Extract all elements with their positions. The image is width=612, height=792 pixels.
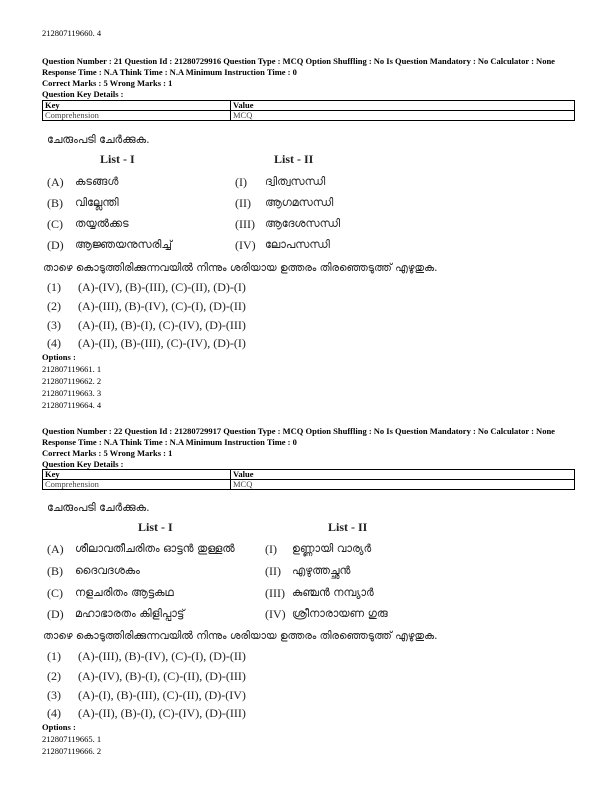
- list-1-key: (A): [47, 542, 64, 556]
- choice-number: (2): [47, 669, 61, 683]
- list-1-key: (C): [47, 586, 63, 600]
- cell-value: MCQ: [231, 480, 575, 490]
- header-value: Value: [231, 101, 575, 111]
- question-marks: Correct Marks : 5 Wrong Marks : 1: [42, 78, 173, 88]
- list-2-key: (II): [235, 196, 251, 210]
- previous-option-id: 212807119660. 4: [42, 28, 102, 38]
- header-key: Key: [43, 470, 231, 480]
- choice-number: (3): [47, 318, 61, 332]
- choice-text: (A)-(II), (B)-(I), (C)-(IV), (D)-(III): [78, 318, 246, 332]
- choice-text: (A)-(III), (B)-(IV), (C)-(I), (D)-(II): [78, 299, 246, 313]
- option-id: 212807119666. 2: [42, 746, 102, 756]
- choice-text: (A)-(IV), (B)-(I), (C)-(II), (D)-(III): [78, 669, 246, 683]
- list-2-item: എഴുത്തച്ഛൻ: [292, 564, 351, 577]
- choice-text: (A)-(IV), (B)-(III), (C)-(II), (D)-(I): [78, 280, 246, 294]
- choice-text: (A)-(I), (B)-(III), (C)-(II), (D)-(IV): [78, 688, 246, 702]
- options-label: Options :: [42, 722, 76, 732]
- list-2-item: ഉണ്ണായി വാര്യർ: [292, 542, 372, 555]
- question-meta: Question Number : 21 Question Id : 21280729916 Question Type : MCQ Option Shuffling : No Is Question Mandatory : No Calculator : None: [42, 56, 555, 66]
- list-2-key: (I): [265, 542, 277, 556]
- key-details-label: Question Key Details :: [42, 89, 124, 99]
- list-2-item: ദ്വിത്വസന്ധി: [265, 175, 326, 188]
- list-2-key: (IV): [235, 238, 256, 252]
- choice-number: (4): [47, 706, 61, 720]
- choice-text: (A)-(II), (B)-(III), (C)-(IV), (D)-(I): [78, 336, 246, 350]
- option-id: 212807119663. 3: [42, 388, 102, 398]
- list-2-title: List - II: [328, 520, 368, 534]
- list-1-key: (B): [47, 196, 63, 210]
- list-2-item: ലോപസന്ധി: [265, 238, 330, 251]
- list-2-key: (II): [265, 564, 281, 578]
- options-label: Options :: [42, 352, 76, 362]
- table-row: [43, 480, 575, 490]
- header-key: Key: [43, 101, 231, 111]
- question-timing: Response Time : N.A Think Time : N.A Minimum Instruction Time : 0: [42, 67, 297, 77]
- key-details-table: [42, 469, 575, 490]
- question-marks: Correct Marks : 5 Wrong Marks : 1: [42, 448, 173, 458]
- option-id: 212807119662. 2: [42, 376, 102, 386]
- list-1-item: ദൈവദശകം: [75, 564, 140, 577]
- list-1-title: List - I: [100, 152, 135, 166]
- key-details-label: Question Key Details :: [42, 459, 124, 469]
- list-2-item: കുഞ്ചൻ നമ്പ്യാർ: [292, 586, 374, 599]
- list-2-key: (III): [265, 586, 285, 600]
- list-1-key: (A): [47, 175, 64, 189]
- choice-number: (4): [47, 336, 61, 350]
- question-prompt: ചേരുംപടി ചേർക്കുക.: [47, 501, 150, 514]
- option-id: 212807119665. 1: [42, 734, 102, 744]
- list-1-key: (D): [47, 238, 64, 252]
- list-2-title: List - II: [274, 152, 314, 166]
- cell-key: Comprehension: [43, 480, 231, 490]
- table-header-row: [43, 101, 575, 111]
- option-id: 212807119664. 4: [42, 400, 102, 410]
- list-1-item: ആജ്ഞയനുസരിച്ച്: [75, 238, 172, 251]
- choice-text: (A)-(II), (B)-(I), (C)-(IV), (D)-(III): [78, 706, 246, 720]
- list-2-item: ആഗമസന്ധി: [265, 196, 334, 209]
- list-1-item: കടങ്ങൾ: [75, 175, 119, 188]
- key-details-table: [42, 100, 575, 121]
- list-1-item: ശീലാവതീചരിതം ഓട്ടൻ തുള്ളൽ: [75, 542, 235, 555]
- list-2-key: (IV): [265, 607, 286, 621]
- choice-number: (1): [47, 280, 61, 294]
- list-1-title: List - I: [138, 520, 173, 534]
- list-1-key: (D): [47, 607, 64, 621]
- list-1-item: തയ്യൽക്കട: [75, 217, 129, 230]
- choice-number: (1): [47, 649, 61, 663]
- list-2-item: ആദേശസന്ധി: [265, 217, 341, 230]
- question-timing: Response Time : N.A Think Time : N.A Minimum Instruction Time : 0: [42, 437, 297, 447]
- cell-value: MCQ: [231, 111, 575, 121]
- cell-key: Comprehension: [43, 111, 231, 121]
- choice-number: (2): [47, 299, 61, 313]
- list-1-item: നളചരിതം ആട്ടകഥ: [75, 586, 174, 599]
- table-row: [43, 111, 575, 121]
- list-1-key: (B): [47, 564, 63, 578]
- list-1-item: മഹാഭാരതം കിളിപ്പാട്ട്: [75, 607, 185, 620]
- question-instruction: താഴെ കൊടുത്തിരിക്കുന്നവയിൽ നിന്നും ശരിയായ ഉത്തരം തിരഞ്ഞെടുത്ത് എഴുതുക.: [43, 262, 438, 274]
- question-instruction: താഴെ കൊടുത്തിരിക്കുന്നവയിൽ നിന്നും ശരിയായ ഉത്തരം തിരഞ്ഞെടുത്ത് എഴുതുക.: [43, 630, 438, 642]
- option-id: 212807119661. 1: [42, 364, 102, 374]
- choice-number: (3): [47, 688, 61, 702]
- choice-text: (A)-(III), (B)-(IV), (C)-(I), (D)-(II): [78, 649, 246, 663]
- question-prompt: ചേരുംപടി ചേർക്കുക.: [47, 133, 150, 146]
- list-2-key: (III): [235, 217, 255, 231]
- table-header-row: [43, 470, 575, 480]
- list-1-item: വില്ലേന്തി: [75, 196, 119, 209]
- list-2-key: (I): [235, 175, 247, 189]
- header-value: Value: [231, 470, 575, 480]
- list-2-item: ശ്രീനാരായണ ഗുരു: [292, 607, 388, 620]
- question-meta: Question Number : 22 Question Id : 21280729917 Question Type : MCQ Option Shuffling : No Is Question Mandatory : No Calculator : None: [42, 426, 555, 436]
- list-1-key: (C): [47, 217, 63, 231]
